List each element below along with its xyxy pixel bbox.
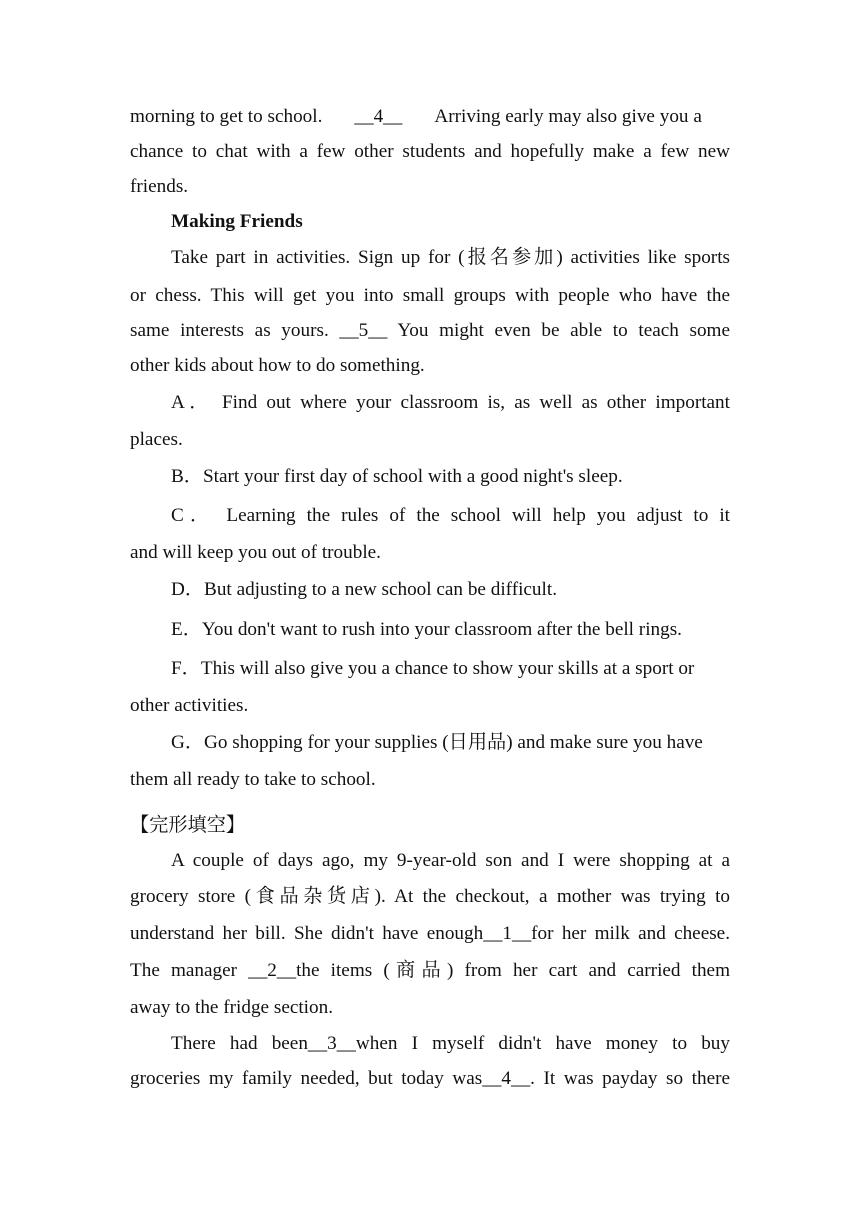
cloze-line: grocery store (食品杂货店). At the checkout, a mother was trying to xyxy=(130,886,730,907)
option-a: A． Find out where your classroom is, as well as other important xyxy=(171,392,730,413)
option-g: G．Go shopping for your supplies (日用品) and make sure you have xyxy=(171,732,703,753)
option-b: B．Start your first day of school with a good night's sleep. xyxy=(171,466,623,487)
cloze-line: The manager __2__the items (商品) from her cart and carried them xyxy=(130,960,730,981)
option-c-cont: and will keep you out of trouble. xyxy=(130,542,381,563)
passage-text: You might even be able to teach some xyxy=(397,320,730,341)
paragraph-line: other kids about how to do something. xyxy=(130,355,425,376)
option-g-cont: them all ready to take to school. xyxy=(130,769,376,790)
cloze-line: There had been__3__when I myself didn't have money to buy xyxy=(171,1033,730,1054)
cloze-line: away to the fridge section. xyxy=(130,997,333,1018)
passage-text: same interests as yours. xyxy=(130,320,329,341)
option-f-cont: other activities. xyxy=(130,695,249,716)
answer-blank-4: __4__ xyxy=(354,106,403,127)
option-c: C． Learning the rules of the school will help you adjust to it xyxy=(171,505,730,526)
cloze-line: understand her bill. She didn't have enough__1__for her milk and cheese. xyxy=(130,923,730,944)
option-e: E．You don't want to rush into your classroom after the bell rings. xyxy=(171,619,682,640)
cloze-line: groceries my family needed, but today was__4__. It was payday so there xyxy=(130,1068,730,1089)
passage-text: morning to get to school. xyxy=(130,106,323,127)
answer-blank-5: __5__ xyxy=(339,320,388,341)
paragraph-line: Take part in activities. Sign up for (报名参加) activities like sports xyxy=(171,247,730,268)
passage-line-2: chance to chat with a few other students and hopefully make a few new xyxy=(130,141,730,162)
passage-text: Arriving early may also give you a xyxy=(434,106,702,127)
cloze-line: A couple of days ago, my 9-year-old son and I were shopping at a xyxy=(171,850,730,871)
cloze-heading: 【完形填空】 xyxy=(130,815,246,836)
passage-line-3: friends. xyxy=(130,176,189,197)
option-f: F．This will also give you a chance to show your skills at a sport or xyxy=(171,658,695,679)
option-a-cont: places. xyxy=(130,429,183,450)
paragraph-line xyxy=(130,319,730,343)
paragraph-line: or chess. This will get you into small groups with people who have the xyxy=(130,285,730,306)
option-d: D．But adjusting to a new school can be difficult. xyxy=(171,579,557,600)
section-heading: Making Friends xyxy=(171,211,303,232)
passage-line-1 xyxy=(130,105,730,129)
